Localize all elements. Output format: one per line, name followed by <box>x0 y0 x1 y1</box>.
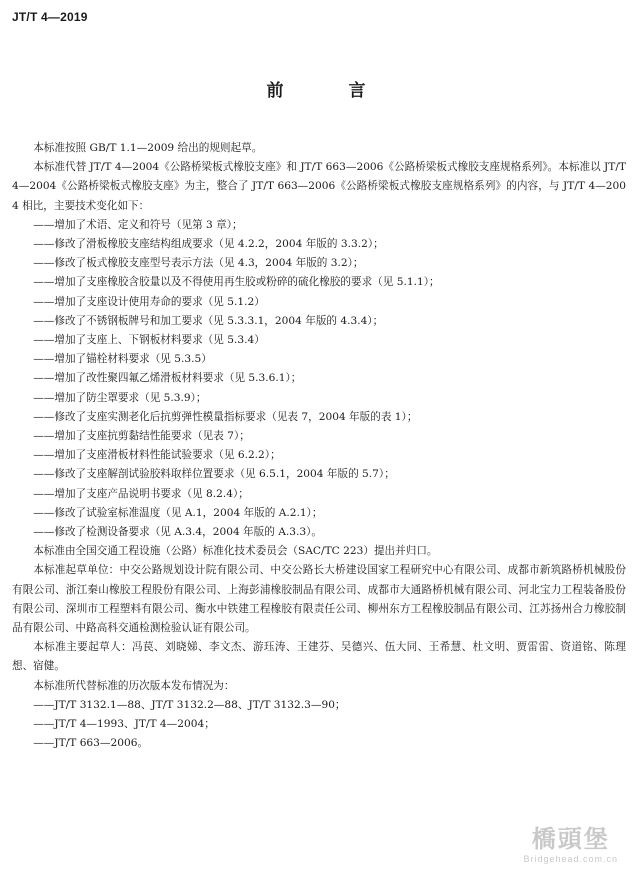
standard-code-header: JT/T 4—2019 <box>12 10 88 24</box>
paragraph-drafting-rules: 本标准按照 GB/T 1.1—2009 给出的规则起草。 <box>33 142 263 154</box>
list-item: ——增加了支座上、下钢板材料要求（见 5.3.4） <box>33 334 265 347</box>
paragraph-history-intro: 本标准所代替标准的历次版本发布情况为： <box>33 679 235 692</box>
list-item: ——增加了支座设计使用寿命的要求（见 5.1.2） <box>33 295 265 308</box>
paragraph-proposed-by: 本标准由全国交通工程设施（公路）标准化技术委员会（SAC/TC 223）提出并归口。 <box>33 545 438 558</box>
paragraph-replacement: 本标准代替 JT/T 4—2004《公路桥梁板式橡胶支座》和 JT/T 663—2006《公路桥梁板式橡胶支座规格系列》。本标准以 JT/T 4—2004《公路桥梁板式橡胶支座》为主，整合了 JT/T 663—2006《公路桥梁板式橡胶支座规格系列》的内容，与 JT/T 4—2004 相比，主要技术变化如下： <box>12 161 626 212</box>
list-item: ——增加了改性聚四氟乙烯滑板材料要求（见 5.3.6.1）； <box>33 372 302 385</box>
list-item: ——增加了支座产品说明书要求（见 8.2.4）； <box>33 487 249 500</box>
changes-list <box>12 216 626 542</box>
paragraph-drafters: 本标准主要起草人：冯苠、刘晓娣、李文杰、游珏涛、王建芬、吴德兴、伍大同、王希慧、杜文明、贾雷雷、资道铭、陈理想、宿健。 <box>12 641 626 673</box>
list-item: ——修改了支座解剖试验胶料取样位置要求（见 6.5.1，2004 年版的 5.7）； <box>33 468 395 481</box>
list-item: ——JT/T 4—1993、JT/T 4—2004； <box>33 718 215 731</box>
list-item: ——增加了支座滑板材料性能试验要求（见 6.2.2）； <box>33 449 281 462</box>
list-item: ——修改了支座实测老化后抗剪弹性模量指标要求（见表 7，2004 年版的表 1）； <box>33 410 418 423</box>
list-item: ——修改了不锈钢板牌号和加工要求（见 5.3.3.1，2004 年版的 4.3.4）； <box>33 314 384 327</box>
list-item: ——增加了防尘罩要求（见 5.3.9）； <box>33 391 207 404</box>
list-item: ——增加了锚栓材料要求（见 5.3.5） <box>33 353 212 366</box>
list-item: ——增加了支座抗剪黏结性能要求（见表 7）； <box>33 430 250 443</box>
list-item: ——JT/T 3132.1—88、JT/T 3132.2—88、JT/T 3132.3—90； <box>33 698 346 711</box>
list-item: ——修改了板式橡胶支座型号表示方法（见 4.3，2004 年版的 3.2）； <box>33 257 364 270</box>
list-item: ——修改了试验室标准温度（见 A.1，2004 年版的 A.2.1）； <box>33 506 323 519</box>
history-list <box>12 696 626 754</box>
watermark-logo <box>523 825 618 865</box>
list-item: ——修改了检测设备要求（见 A.3.4，2004 年版的 A.3.3）。 <box>33 526 322 539</box>
list-item: ——增加了术语、定义和符号（见第 3 章）； <box>33 218 243 231</box>
foreword-body <box>12 139 626 754</box>
paragraph-drafting-units: 本标准起草单位：中交公路规划设计院有限公司、中交公路长大桥建设国家工程研究中心有限公司、成都市新筑路桥机械股份有限公司、浙江秦山橡胶工程股份有限公司、上海彭浦橡胶制品有限公司、成都市大通路桥机械有限公司、河北宝力工程装备股份有限公司、深圳市工程塑料有限公司、衡水中铁建工程橡胶有限责任公司、柳州东方工程橡胶制品有限公司、江苏扬州合力橡胶制品有限公司、中路高科交通检测检验认证有限公司。 <box>12 564 626 635</box>
watermark-chinese: 橋頭堡 <box>531 824 610 853</box>
list-item: ——JT/T 663—2006。 <box>33 737 149 750</box>
page-title: 前 言 <box>266 81 390 101</box>
list-item: ——增加了支座橡胶含胶量以及不得使用再生胶或粉碎的硫化橡胶的要求（见 5.1.1）； <box>33 276 440 289</box>
list-item: ——修改了滑板橡胶支座结构组成要求（见 4.2.2，2004 年版的 3.3.2）； <box>33 238 384 251</box>
watermark-english: Bridgehead.com.cn <box>523 854 618 864</box>
